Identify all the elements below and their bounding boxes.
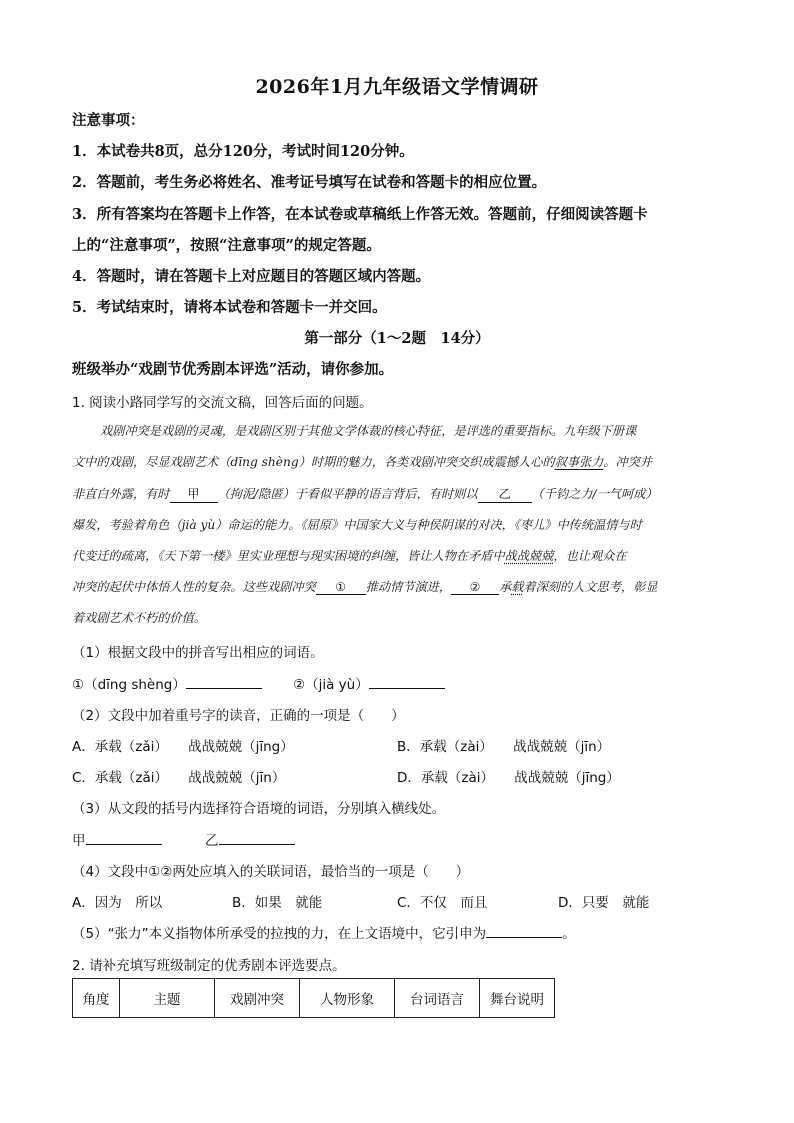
note-item: 5．考试结束时，请将本试卷和答题卡一并交回。 [72, 299, 387, 316]
answer-line: 甲 [72, 829, 162, 849]
answer-line: 乙 [205, 829, 295, 849]
dotted-char: 载 [511, 580, 524, 594]
choice-option[interactable]: A．承载（zǎi） 战战兢兢（jīng） [72, 739, 294, 755]
dotted-word: 战战兢兢 [504, 549, 554, 563]
table-cell: 舞台说明 [480, 979, 555, 1018]
blank-2: ② [451, 580, 499, 595]
table-cell: 角度 [73, 979, 120, 1018]
answer-blank[interactable] [86, 830, 162, 845]
passage-line: 文中的戏剧，尽显戏剧艺术（dīng shèng）时期的魅力，各类戏剧冲突交织成震撼人心的叙事张力。冲突并 [72, 455, 653, 469]
answer-blank[interactable] [486, 923, 562, 938]
question-2-stem: 2. 请补充填写班级制定的优秀剧本评选要点。 [72, 958, 346, 974]
emphasis-phrase: 叙事张力 [554, 455, 604, 469]
note-item: 1．本试卷共8页，总分120分，考试时间120分钟。 [72, 143, 414, 160]
answer-line: ①（dīng shèng） [72, 673, 262, 693]
subquestion-4: （4）文段中①②两处应填入的关联词语，最恰当的一项是（ ） [72, 864, 470, 880]
table-cell: 人物形象 [300, 979, 395, 1018]
note-item: 上的“注意事项”，按照“注意事项”的规定答题。 [72, 237, 381, 254]
passage-line: 冲突的起伏中体悟人性的复杂。这些戏剧冲突 ① 推动情节演进， ② 承载着深刻的人文思考，彰显 [72, 580, 658, 594]
subquestion-2: （2）文段中加着重号字的读音，正确的一项是（ ） [72, 708, 405, 724]
blank-yi: 乙 [478, 485, 532, 503]
table-cell: 主题 [120, 979, 215, 1018]
choice-option[interactable]: D．承载（zài） 战战兢兢（jīng） [397, 770, 620, 786]
subquestion-5: （5）“张力”本义指物体所承受的拉拽的力，在上文语境中，它引申为 。 [72, 922, 576, 942]
answer-blank[interactable] [186, 674, 262, 689]
note-item: 3．所有答案均在答题卡上作答，在本试卷或草稿纸上作答无效。答题前，仔细阅读答题卡 [72, 206, 648, 223]
answer-line: ②（jià yù） [293, 673, 445, 693]
choice-option[interactable]: C．承载（zǎi） 战战兢兢（jīn） [72, 770, 286, 786]
choice-option[interactable]: B．承载（zài） 战战兢兢（jīn） [397, 739, 611, 755]
choice-option[interactable]: B．如果 就能 [232, 895, 323, 911]
subquestion-3: （3）从文段的括号内选择符合语境的词语，分别填入横线处。 [72, 801, 446, 817]
blank-1: ① [316, 580, 366, 595]
table-cell: 台词语言 [395, 979, 480, 1018]
subquestion-1: （1）根据文段中的拼音写出相应的词语。 [72, 645, 324, 661]
choice-option[interactable]: A．因为 所以 [72, 895, 163, 911]
blank-jia: 甲 [170, 485, 218, 503]
passage-line: 代变迁的疏离，《天下第一楼》里实业理想与现实困境的纠缠，皆让人物在矛盾中战战兢兢，也让观众在 [72, 549, 627, 563]
passage-line: 着戏剧艺术不朽的价值。 [72, 611, 207, 625]
notes-heading: 注意事项： [72, 112, 145, 129]
note-item: 4．答题时，请在答题卡上对应题目的答题区域内答题。 [72, 268, 431, 285]
choice-option[interactable]: C．不仅 而且 [397, 895, 488, 911]
note-item: 2．答题前，考生务必将姓名、准考证号填写在试卷和答题卡的相应位置。 [72, 174, 547, 191]
answer-blank[interactable] [219, 830, 295, 845]
page-title: 2026年1月九年级语文学情调研 [255, 76, 539, 98]
answer-blank[interactable] [369, 674, 445, 689]
passage-line: 爆发，考验着角色（jià yù）命运的能力。《屈原》中国家大义与种侯阴谋的对决，《枣儿》中传统温情与时 [72, 518, 642, 532]
activity-intro: 班级举办“戏剧节优秀剧本评选”活动，请你参加。 [72, 361, 394, 378]
part-heading: 第一部分（1～2题 14分） [304, 330, 490, 347]
passage-line: 戏剧冲突是戏剧的灵魂，是戏剧区别于其他文学体裁的核心特征，是评选的重要指标。九年级下册课 [100, 424, 637, 438]
criteria-table [72, 978, 555, 1018]
table-cell: 戏剧冲突 [215, 979, 300, 1018]
choice-option[interactable]: D．只要 就能 [558, 895, 650, 911]
table-row [73, 979, 555, 1018]
question-1-stem: 1. 阅读小路同学写的交流文稿，回答后面的问题。 [72, 395, 373, 411]
passage-line: 非直白外露，有时 甲 （拘泥/隐匿）于看似平静的语言背后，有时则以 乙 （千钧之力/一气呵成） [72, 487, 658, 501]
